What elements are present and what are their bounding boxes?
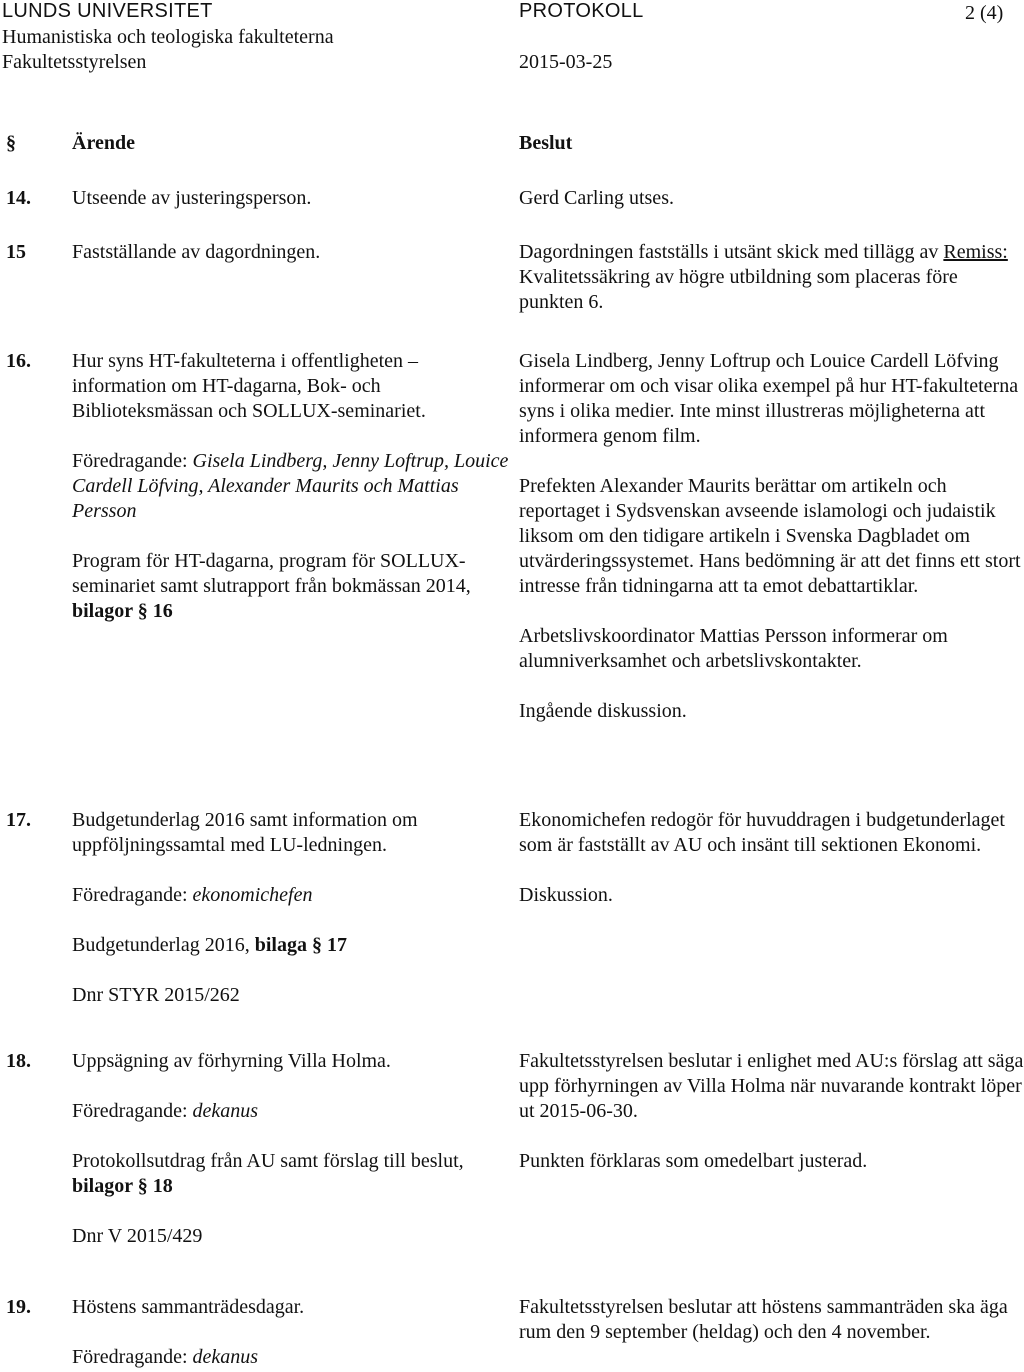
item-dnr: Dnr STYR 2015/262 xyxy=(72,984,240,1006)
item-number: 15 xyxy=(6,241,26,263)
item-presenters: Föredragande: Gisela Lindberg, Jenny Loftrup, Louice Cardell Löfving, Alexander Maurits och Mattias Persson xyxy=(72,450,509,522)
item-matter: Utseende av justeringsperson. xyxy=(72,187,312,209)
item-matter: Hur syns HT-fakulteterna i offentligheten – information om HT-dagarna, Bok- och Biblioteksmässan och SOLLUX-seminariet. xyxy=(72,350,426,422)
item-decision-para: Punkten förklaras som omedelbart justerad. xyxy=(519,1150,868,1172)
item-matter: Fastställande av dagordningen. xyxy=(72,241,321,263)
item-decision: Gisela Lindberg, Jenny Loftrup och Louice Cardell Löfving informerar om och visar olika exempel på hur HT-fakulteterna syns i olika medier. Inte minst illustreras möjligheterna att informera genom film. xyxy=(519,350,1019,447)
item-attachments: Program för HT-dagarna, program för SOLLUX-seminariet samt slutrapport från bokmässan 2014, bilagor § 16 xyxy=(72,550,471,622)
item-decision: Ekonomichefen redogör för huvuddragen i budgetunderlaget som är fastställt av AU och insänt till sektionen Ekonomi. xyxy=(519,809,1005,856)
item-dnr: Dnr V 2015/429 xyxy=(72,1225,203,1247)
item-presenters: Föredragande: dekanus xyxy=(72,1346,259,1368)
item-decision: Fakultetsstyrelsen beslutar i enlighet med AU:s förslag att säga upp förhyrningen av Villa Holma när nuvarande kontrakt löper ut 2015-06-30. xyxy=(519,1050,1024,1122)
matter-column-header: Ärende xyxy=(72,132,135,154)
item-matter: Höstens sammanträdesdagar. xyxy=(72,1296,305,1318)
document-type: PROTOKOLL xyxy=(519,0,644,22)
page-number: 2 (4) xyxy=(965,2,1004,24)
item-decision-para: Diskussion. xyxy=(519,884,613,906)
item-presenters: Föredragande: ekonomichefen xyxy=(72,884,313,906)
decision-column-header: Beslut xyxy=(519,132,573,154)
item-number: 16. xyxy=(6,350,31,372)
item-decision-para: Arbetslivskoordinator Mattias Persson informerar om alumniverksamhet och arbetslivskontakter. xyxy=(519,625,948,672)
remiss-label: Remiss: xyxy=(943,241,1008,263)
item-matter: Uppsägning av förhyrning Villa Holma. xyxy=(72,1050,391,1072)
faculty-name: Humanistiska och teologiska fakulteterna xyxy=(2,26,334,48)
item-decision-para: Ingående diskussion. xyxy=(519,700,687,722)
section-column-header: § xyxy=(6,132,16,154)
item-number: 19. xyxy=(6,1296,31,1318)
item-presenters: Föredragande: dekanus xyxy=(72,1100,259,1122)
item-number: 17. xyxy=(6,809,31,831)
item-attachments: Protokollsutdrag från AU samt förslag till beslut, bilagor § 18 xyxy=(72,1150,464,1197)
document-date: 2015-03-25 xyxy=(519,51,613,73)
item-decision: Gerd Carling utses. xyxy=(519,187,674,209)
item-attachments: Budgetunderlag 2016, bilaga § 17 xyxy=(72,934,347,956)
item-matter: Budgetunderlag 2016 samt information om uppföljningssamtal med LU-ledningen. xyxy=(72,809,418,856)
item-number: 18. xyxy=(6,1050,31,1072)
board-name: Fakultetsstyrelsen xyxy=(2,51,147,73)
item-number: 14. xyxy=(6,187,31,209)
item-decision-para: Prefekten Alexander Maurits berättar om artikeln och reportaget i Sydsvenskan avseende islamologi och judaistik liksom om den tidigare artikeln i Svenska Dagbladet om utvärderingssystemet. Hans bedömning är att det finns ett stort intresse från tidningarna att ta emot debattartiklar. xyxy=(519,475,1021,597)
item-decision: Fakultetsstyrelsen beslutar att höstens sammanträden ska äga rum den 9 september (heldag) och den 4 november. xyxy=(519,1296,1008,1343)
university-name: LUNDS UNIVERSITET xyxy=(2,0,213,22)
item-decision: Dagordningen fastställs i utsänt skick med tillägg av Remiss: Kvalitetssäkring av högre utbildning som placeras före punkten 6. xyxy=(519,241,1008,313)
